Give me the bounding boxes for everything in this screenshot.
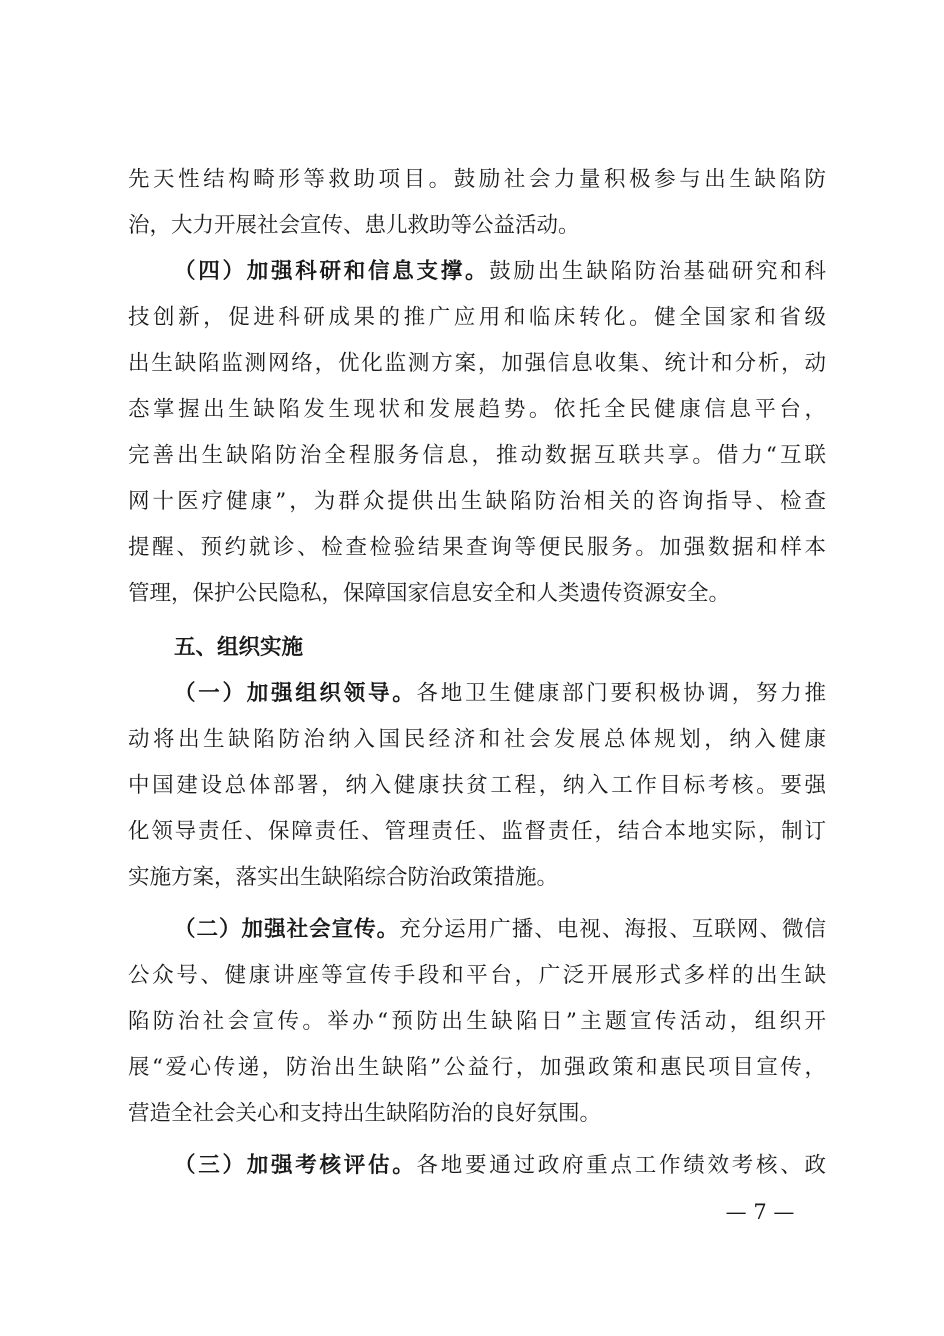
paragraph-line: 出生缺陷监测网络，优化监测方案，加强信息收集、统计和分析，动	[128, 351, 826, 376]
paragraph-line: 公众号、健康讲座等宣传手段和平台，广泛开展形式多样的出生缺	[128, 963, 826, 988]
paragraph-line: 动将出生缺陷防治纳入国民经济和社会发展总体规划，纳入健康	[128, 727, 826, 752]
paragraph-line: 完善出生缺陷防治全程服务信息，推动数据互联共享。借力“互联	[128, 443, 826, 468]
paragraph-line: 提醒、预约就诊、检查检验结果查询等便民服务。加强数据和样本	[128, 535, 826, 560]
paragraph-text: 鼓励出生缺陷防治基础研究和科	[489, 259, 826, 284]
paragraph-title: （三）加强考核评估。	[174, 1153, 417, 1178]
paragraph-first-line	[174, 674, 826, 714]
paragraph-first-line	[174, 1146, 826, 1186]
paragraph-text: 各地要通过政府重点工作绩效考核、政	[416, 1153, 826, 1178]
page-number: — 7 —	[725, 1200, 795, 1224]
paragraph-text: 各地卫生健康部门要积极协调，努力推	[416, 681, 826, 706]
paragraph-line: 中国建设总体部署，纳入健康扶贫工程，纳入工作目标考核。要强	[128, 773, 826, 798]
paragraph-line: 态掌握出生缺陷发生现状和发展趋势。依托全民健康信息平台，	[128, 397, 826, 422]
paragraph-line: 技创新，促进科研成果的推广应用和临床转化。健全国家和省级	[128, 305, 826, 330]
paragraph-line: 先天性结构畸形等救助项目。鼓励社会力量积极参与出生缺陷防	[128, 167, 826, 192]
section-heading: 五、组织实施	[174, 635, 304, 660]
paragraph-line: 营造全社会关心和支持出生缺陷防治的良好氛围。	[128, 1101, 602, 1126]
paragraph-line: 实施方案，落实出生缺陷综合防治政策措施。	[128, 865, 559, 890]
paragraph-title: （一）加强组织领导。	[174, 681, 417, 706]
paragraph-first-line	[174, 910, 826, 950]
paragraph-line: 化领导责任、保障责任、管理责任、监督责任，结合本地实际，制订	[128, 819, 826, 844]
paragraph-line: 网十医疗健康”，为群众提供出生缺陷防治相关的咨询指导、检查	[128, 489, 826, 514]
paragraph-text: 充分运用广播、电视、海报、互联网、微信	[399, 917, 826, 942]
paragraph-first-line	[174, 252, 826, 292]
paragraph-line: 陷防治社会宣传。举办“预防出生缺陷日”主题宣传活动，组织开	[128, 1009, 826, 1034]
paragraph-line: 展“爱心传递，防治出生缺陷”公益行，加强政策和惠民项目宣传，	[128, 1055, 826, 1080]
paragraph-line: 治，大力开展社会宣传、患儿救助等公益活动。	[128, 213, 580, 238]
paragraph-title: （四）加强科研和信息支撑。	[174, 259, 490, 284]
paragraph-title: （二）加强社会宣传。	[174, 917, 400, 942]
paragraph-line: 管理，保护公民隐私，保障国家信息安全和人类遗传资源安全。	[128, 581, 731, 606]
